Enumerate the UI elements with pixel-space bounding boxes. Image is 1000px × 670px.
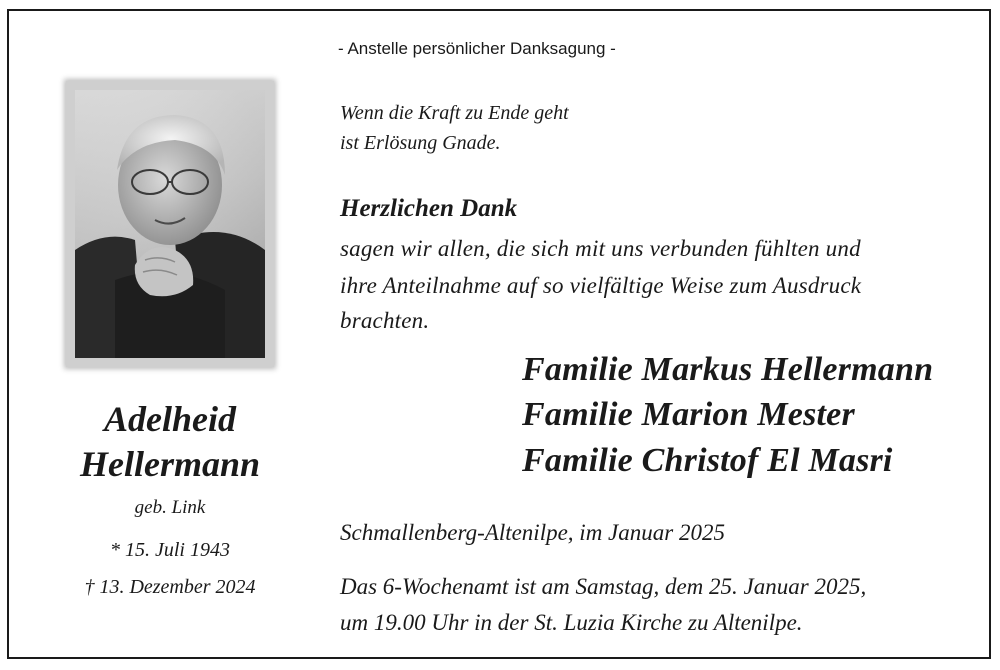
deceased-first-name: Adelheid [104, 399, 236, 439]
portrait-illustration [75, 90, 265, 358]
header-line: - Anstelle persönlicher Danksagung - [338, 39, 616, 58]
family-name-2: Familie Marion Mester [522, 396, 855, 433]
portrait-frame [66, 81, 274, 367]
thanks-line-1: sagen wir allen, die sich mit uns verbunden fühlten und [340, 236, 861, 261]
deceased-last-name: Hellermann [79, 444, 261, 484]
family-name-1: Familie Markus Hellermann [522, 351, 934, 388]
birth-date: * 15. Juli 1943 [110, 539, 230, 561]
memorial-notice-line-1: Das 6-Wochenamt ist am Samstag, dem 25. Januar 2025, [340, 574, 867, 599]
thanks-line-3: brachten. [340, 308, 430, 333]
quote-line-2: ist Erlösung Gnade. [340, 132, 501, 154]
family-name-3: Familie Christof El Masri [522, 442, 893, 479]
thanks-line-2: ihre Anteilnahme auf so vielfältige Weise zum Ausdruck [340, 273, 862, 298]
memorial-notice-line-2: um 19.00 Uhr in der St. Luzia Kirche zu Altenilpe. [340, 610, 803, 635]
quote-line-1: Wenn die Kraft zu Ende geht [340, 102, 569, 124]
deceased-birth-name: geb. Link [134, 497, 206, 518]
thanks-title: Herzlichen Dank [340, 195, 518, 222]
portrait-photo [75, 90, 265, 358]
place-and-date: Schmallenberg-Altenilpe, im Januar 2025 [340, 520, 725, 545]
death-date: † 13. Dezember 2024 [84, 576, 256, 598]
